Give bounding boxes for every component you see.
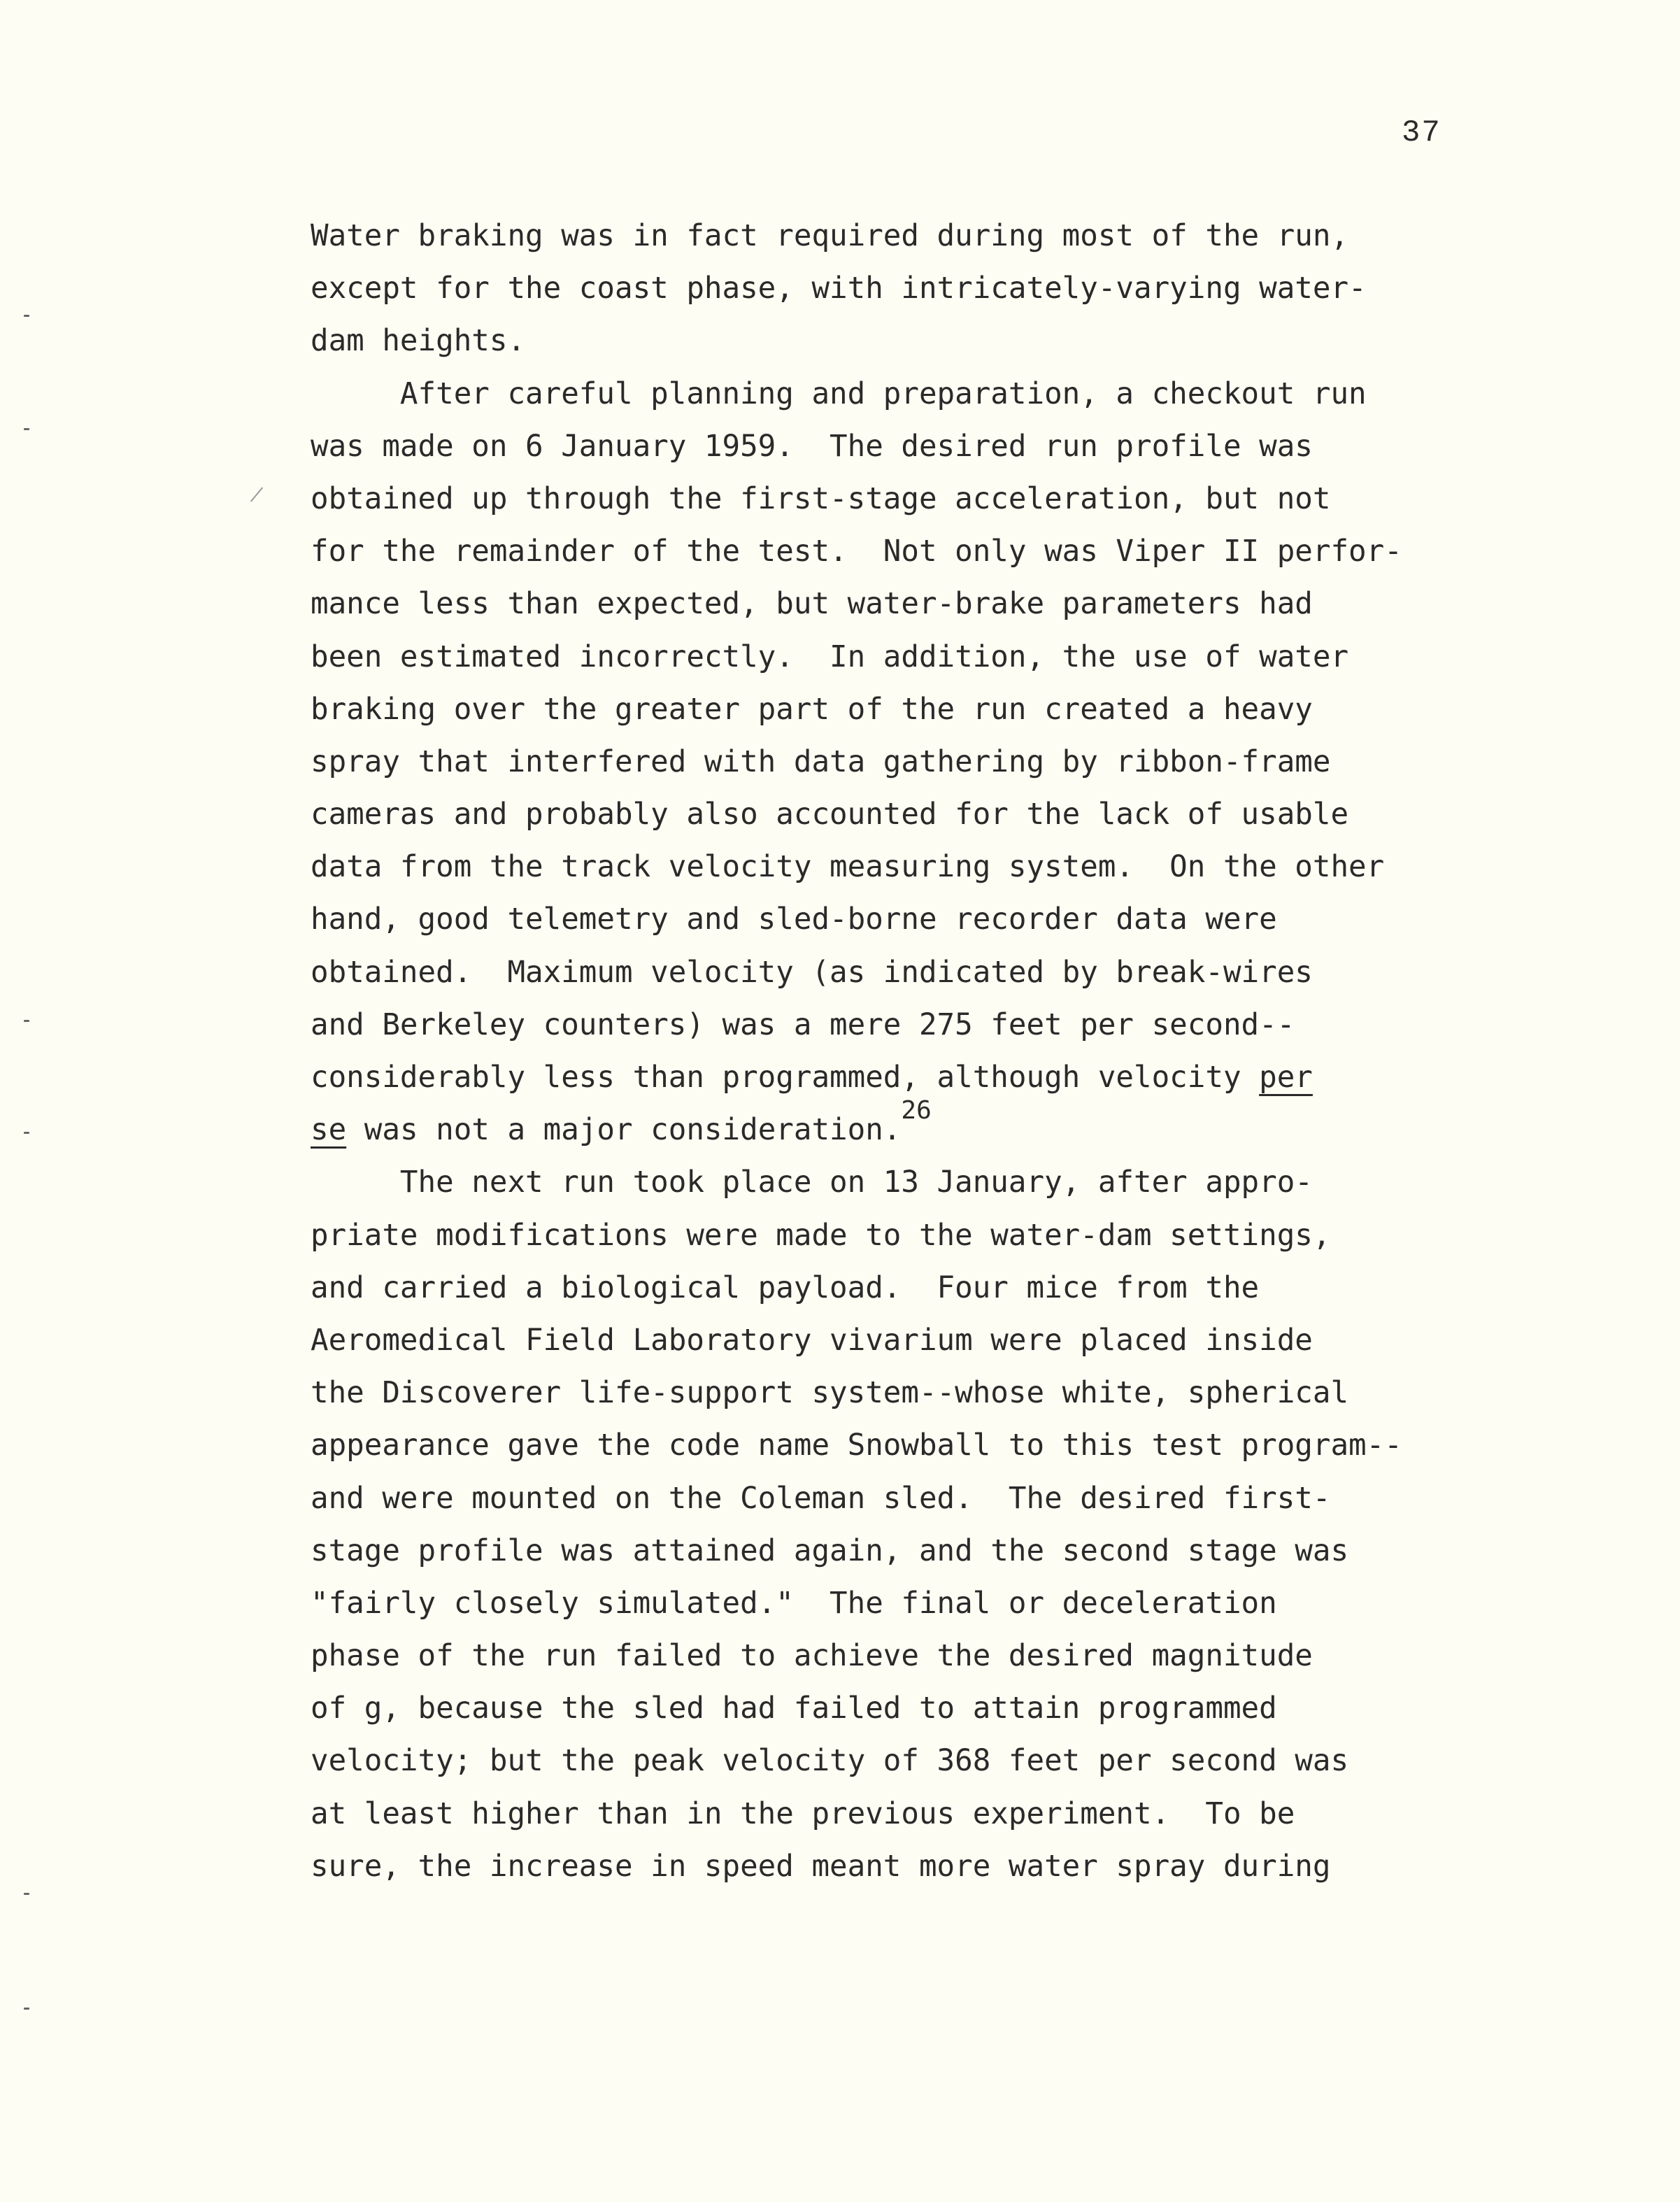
text-line — [311, 1472, 1500, 1525]
page-number: 37 — [1402, 115, 1441, 150]
body-text — [311, 210, 1500, 1893]
margin-mark — [24, 1893, 29, 1895]
line-text: cameras and probably also accounted for the lack of usable — [311, 797, 1349, 832]
underlined-word: se — [311, 1113, 347, 1148]
line-text: sure, the increase in speed meant more water spray during — [311, 1849, 1331, 1884]
margin-mark — [24, 315, 29, 317]
text-line — [311, 1419, 1500, 1472]
text-line — [311, 841, 1500, 893]
text-line — [311, 893, 1500, 946]
text-line — [311, 1156, 1500, 1209]
text-line — [311, 578, 1500, 630]
line-text: stage profile was attained again, and the second stage was — [311, 1533, 1349, 1568]
line-text: "fairly closely simulated." The final or deceleration — [311, 1586, 1277, 1621]
line-text: obtained. Maximum velocity (as indicated by break-wires — [311, 955, 1313, 990]
text-line — [311, 420, 1500, 473]
text-line — [311, 262, 1500, 315]
line-text: appearance gave the code name Snowball to this test program-- — [311, 1428, 1402, 1463]
text-line — [311, 1209, 1500, 1262]
text-line — [311, 1788, 1500, 1840]
text-line — [311, 1577, 1500, 1630]
text-line — [311, 473, 1500, 525]
line-text: and were mounted on the Coleman sled. The desired first- — [311, 1481, 1331, 1516]
line-text: Water braking was in fact required during most of the run, — [311, 219, 1349, 253]
text-line — [311, 631, 1500, 683]
underlined-word: per — [1259, 1060, 1313, 1095]
line-text: been estimated incorrectly. In addition, the use of water — [311, 639, 1349, 674]
text-line — [311, 210, 1500, 262]
line-text: mance less than expected, but water-brake parameters had — [311, 587, 1313, 622]
margin-mark — [250, 487, 263, 502]
text-line — [311, 999, 1500, 1051]
line-text: hand, good telemetry and sled-borne recorder data were — [311, 902, 1277, 937]
footnote-marker: 26 — [901, 1096, 932, 1125]
line-text: The next run took place on 13 January, after appro- — [311, 1165, 1313, 1200]
line-text: at least higher than in the previous experiment. To be — [311, 1796, 1295, 1831]
text-line — [311, 1314, 1500, 1367]
line-text: Aeromedical Field Laboratory vivarium were placed inside — [311, 1323, 1313, 1358]
margin-mark — [24, 1020, 29, 1022]
line-text: considerably less than programmed, although velocity — [311, 1060, 1260, 1095]
text-line — [311, 1682, 1500, 1735]
margin-mark — [24, 1132, 29, 1134]
text-line — [311, 368, 1500, 420]
line-text: was made on 6 January 1959. The desired run profile was — [311, 429, 1313, 464]
text-line — [311, 1525, 1500, 1577]
line-text: for the remainder of the test. Not only was Viper II perfor- — [311, 534, 1402, 569]
line-text: braking over the greater part of the run created a heavy — [311, 692, 1313, 727]
margin-mark — [24, 428, 29, 430]
line-text: except for the coast phase, with intricately-varying water- — [311, 271, 1367, 306]
line-text: phase of the run failed to achieve the desired magnitude — [311, 1639, 1313, 1674]
line-text: priate modifications were made to the water-dam settings, — [311, 1218, 1331, 1253]
text-line — [311, 315, 1500, 367]
text-line — [311, 788, 1500, 841]
text-line — [311, 946, 1500, 999]
line-text: data from the track velocity measuring system. On the other — [311, 850, 1385, 885]
line-text: After careful planning and preparation, a checkout run — [311, 376, 1367, 411]
text-line — [311, 1096, 1500, 1156]
line-text: and Berkeley counters) was a mere 275 feet per second-- — [311, 1007, 1295, 1042]
line-text: was not a major consideration. — [346, 1113, 902, 1148]
text-line — [311, 1840, 1500, 1893]
text-line — [311, 736, 1500, 788]
line-text: dam heights. — [311, 324, 526, 359]
line-text: the Discoverer life-support system--whose white, spherical — [311, 1376, 1349, 1411]
line-text: and carried a biological payload. Four mice from the — [311, 1270, 1260, 1305]
margin-mark — [24, 2008, 29, 2010]
text-line — [311, 1735, 1500, 1787]
text-line — [311, 1262, 1500, 1314]
line-text: spray that interfered with data gathering by ribbon-frame — [311, 744, 1331, 779]
text-line — [311, 683, 1500, 736]
text-line — [311, 525, 1500, 578]
text-line — [311, 1630, 1500, 1682]
line-text: of g, because the sled had failed to attain programmed — [311, 1691, 1277, 1726]
line-text: obtained up through the first-stage acceleration, but not — [311, 481, 1331, 516]
line-text: velocity; but the peak velocity of 368 feet per second was — [311, 1744, 1349, 1779]
text-line — [311, 1367, 1500, 1419]
